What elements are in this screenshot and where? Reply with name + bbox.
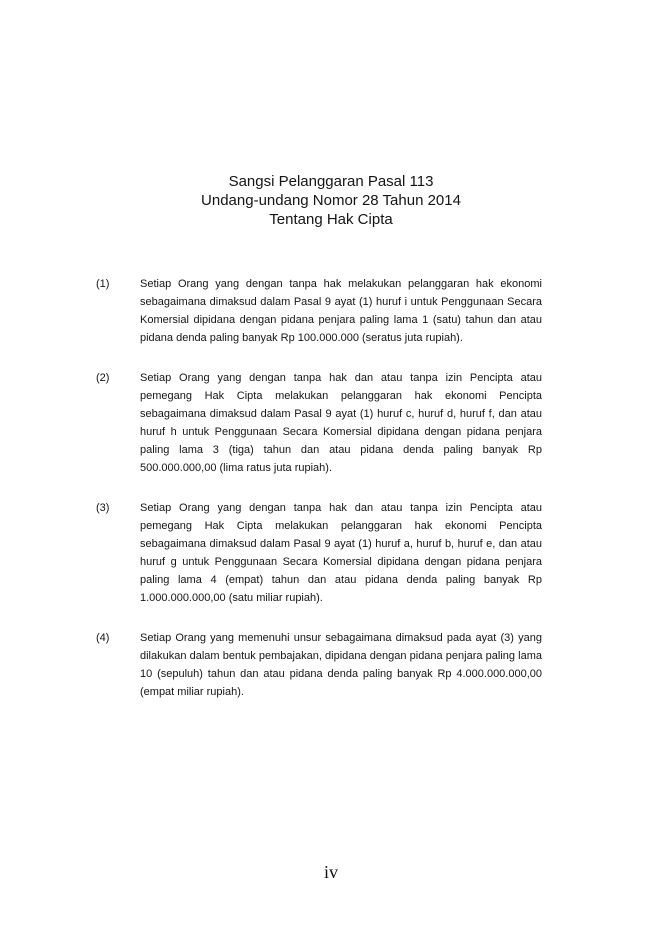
clause-2 [96, 369, 542, 477]
clause-text: Setiap Orang yang memenuhi unsur sebagaimana dimaksud pada ayat (3) yang dilakukan dalam bentuk pembajakan, dipidana dengan pidana penjara paling lama 10 (sepuluh) tahun dan atau pidana denda paling banyak Rp 4.000.000.000,00 (empat miliar rupiah). [140, 632, 542, 698]
document-title [0, 172, 662, 229]
title-line-1: Sangsi Pelanggaran Pasal 113 [228, 173, 434, 190]
clause-list [96, 275, 542, 723]
clause-number: (2) [96, 372, 110, 384]
clause-text: Setiap Orang yang dengan tanpa hak dan atau tanpa izin Pencipta atau pemegang Hak Cipta melakukan pelanggaran hak ekonomi Pencipta sebagaimana dimaksud dalam Pasal 9 ayat (1) huruf c, huruf d, huruf f, dan atau huruf h untuk Penggunaan Secara Komersial dipidana dengan pidana penjara paling lama 3 (tiga) tahun dan atau pidana denda paling banyak Rp 500.000.000,00 (lima ratus juta rupiah). [140, 372, 542, 474]
clause-number: (4) [96, 632, 110, 644]
clause-4 [96, 629, 542, 701]
clause-3 [96, 499, 542, 607]
title-line-2: Undang-undang Nomor 28 Tahun 2014 [201, 192, 461, 209]
page-number: iv [323, 862, 338, 882]
clause-number: (3) [96, 502, 110, 514]
clause-1 [96, 275, 542, 347]
clause-number: (1) [96, 278, 110, 290]
clause-text: Setiap Orang yang dengan tanpa hak dan atau tanpa izin Pencipta atau pemegang Hak Cipta melakukan pelanggaran hak ekonomi Pencipta sebagaimana dimaksud dalam Pasal 9 ayat (1) huruf a, huruf b, huruf e, dan atau huruf g untuk Penggunaan Secara Komersial dipidana dengan pidana penjara paling lama 4 (empat) tahun dan atau pidana denda paling banyak Rp 1.000.000.000,00 (satu miliar rupiah). [140, 502, 542, 604]
title-line-3: Tentang Hak Cipta [269, 211, 393, 228]
clause-text: Setiap Orang yang dengan tanpa hak melakukan pelanggaran hak ekonomi sebagaimana dimaksud dalam Pasal 9 ayat (1) huruf i untuk Penggunaan Secara Komersial dipidana dengan pidana penjara paling lama 1 (satu) tahun dan atau pidana denda paling banyak Rp 100.000.000 (seratus juta rupiah). [140, 278, 542, 344]
